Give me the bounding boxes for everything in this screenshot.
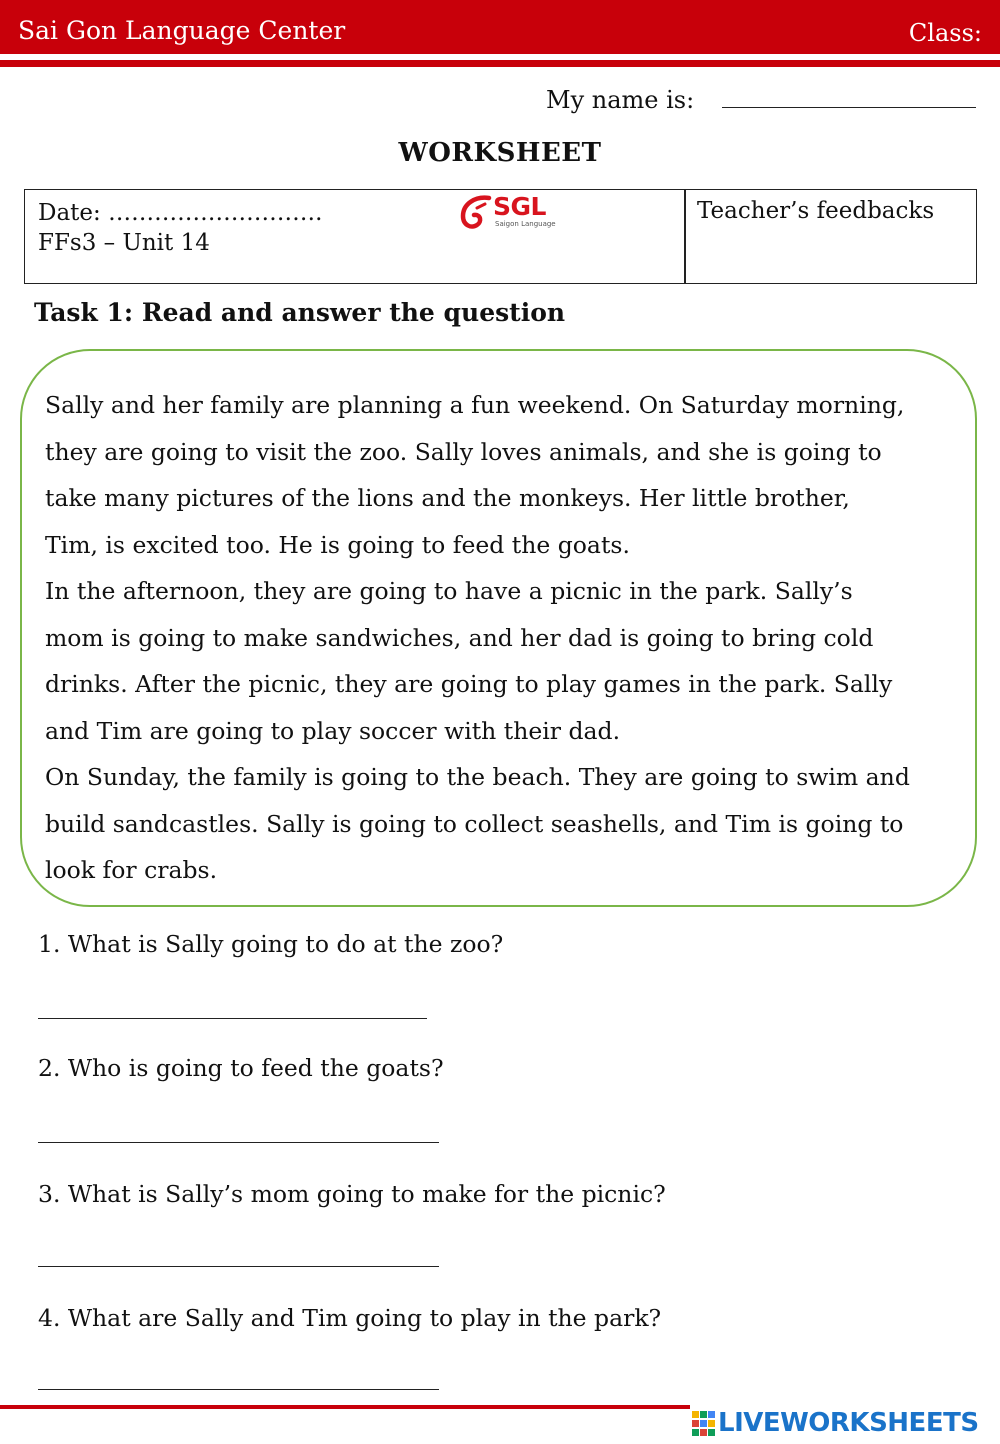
passage-line: Sally and her family are planning a fun weekend. On Saturday morning, (45, 391, 905, 419)
info-box (24, 189, 977, 284)
passage-line: look for crabs. (45, 856, 218, 884)
answer-line-4[interactable] (38, 1389, 439, 1390)
task-title: Task 1: Read and answer the question (34, 298, 566, 327)
passage-line: Tim, is excited too. He is going to feed the goats. (45, 530, 630, 559)
sgl-swirl-icon (455, 192, 495, 234)
teacher-feedback-label: Teacher’s feedbacks (697, 198, 935, 224)
name-input-line[interactable] (722, 107, 976, 108)
date-field: Date: ………………………. (38, 200, 323, 226)
passage-line: and Tim are going to play soccer with their dad. (45, 716, 621, 745)
question-4: 4. What are Sally and Tim going to play in the park? (38, 1304, 662, 1332)
answer-line-3[interactable] (38, 1266, 439, 1267)
question-1: 1. What is Sally going to do at the zoo? (38, 930, 504, 958)
name-label: My name is: (546, 86, 695, 114)
center-name: Sai Gon Language Center (18, 16, 346, 45)
question-2: 2. Who is going to feed the goats? (38, 1054, 444, 1082)
header-divider (0, 60, 1000, 67)
class-label: Class: (908, 19, 982, 47)
worksheet-title: WORKSHEET (398, 138, 602, 168)
reading-passage (45, 382, 975, 894)
passage-line: mom is going to make sandwiches, and her dad is going to bring cold (45, 623, 874, 652)
passage-line: they are going to visit the zoo. Sally loves animals, and she is going to (45, 437, 882, 466)
logo-subtitle: Saigon Language (495, 220, 556, 228)
answer-line-2[interactable] (38, 1142, 439, 1143)
passage-line: take many pictures of the lions and the monkeys. Her little brother, (45, 484, 850, 512)
liveworksheets-brand: LIVEWORKSHEETS (718, 1408, 979, 1438)
question-3: 3. What is Sally’s mom going to make for the picnic? (38, 1180, 666, 1208)
passage-line: On Sunday, the family is going to the beach. They are going to swim and (45, 763, 910, 791)
liveworksheets-icon (692, 1411, 716, 1437)
unit-label: FFs3 – Unit 14 (38, 230, 210, 256)
passage-line: drinks. After the picnic, they are going to play games in the park. Sally (45, 670, 893, 698)
logo-name: SGL (493, 192, 546, 221)
liveworksheets-logo (690, 1405, 1000, 1444)
passage-line: build sandcastles. Sally is going to collect seashells, and Tim is going to (45, 809, 904, 838)
answer-line-1[interactable] (38, 1018, 427, 1019)
passage-line: In the afternoon, they are going to have a picnic in the park. Sally’s (45, 577, 853, 605)
info-divider (684, 190, 686, 283)
